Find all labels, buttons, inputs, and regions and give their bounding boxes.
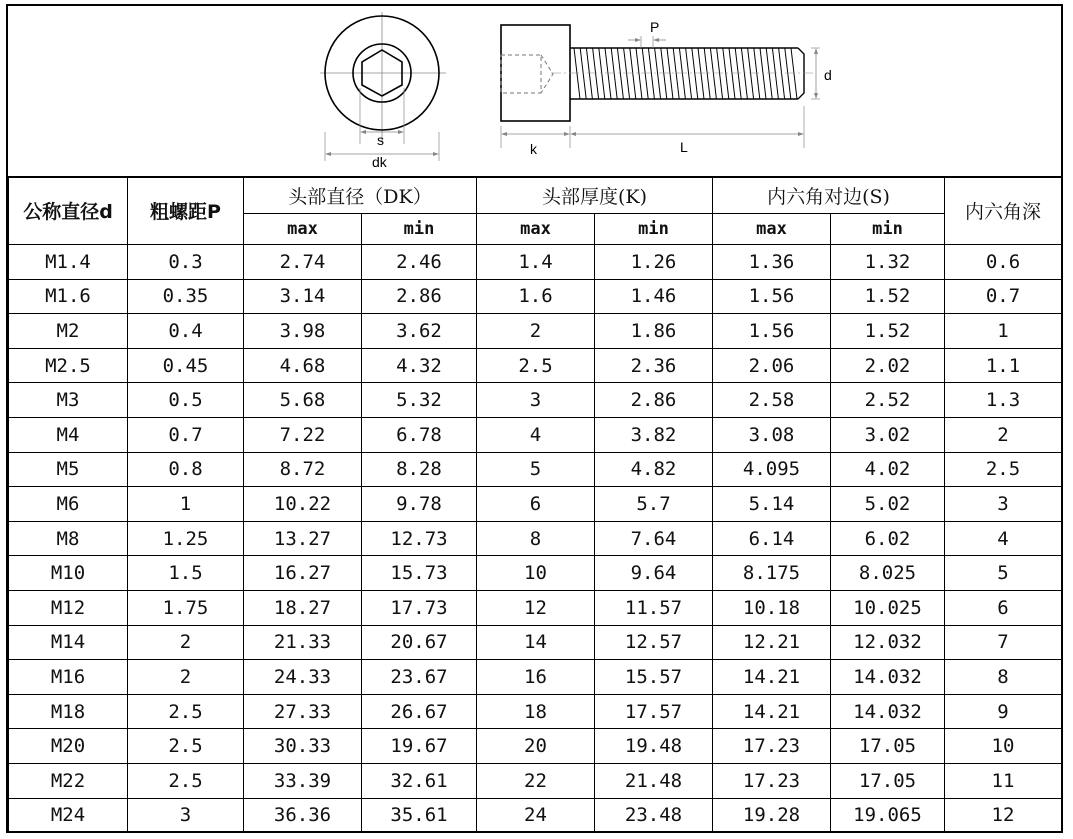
table-cell: 12.57: [595, 625, 713, 660]
table-cell: 1.6: [477, 279, 595, 314]
table-cell: 17.23: [713, 763, 831, 798]
table-cell: 9.64: [595, 556, 713, 591]
table-cell: 3.08: [713, 417, 831, 452]
bolt-side-view: [501, 25, 820, 148]
table-cell: 32.61: [362, 763, 477, 798]
table-cell: 27.33: [244, 694, 362, 729]
table-cell: 3.02: [831, 417, 945, 452]
table-cell: M18: [9, 694, 128, 729]
table-row: [9, 660, 1062, 695]
table-row: [9, 487, 1062, 522]
table-cell: 1.5: [128, 556, 244, 591]
table-cell: M8: [9, 521, 128, 556]
table-cell: 2.36: [595, 348, 713, 383]
table-cell: 1.46: [595, 279, 713, 314]
table-cell: 10.18: [713, 590, 831, 625]
table-cell: 3.14: [244, 279, 362, 314]
table-cell: 17.57: [595, 694, 713, 729]
table-cell: 0.45: [128, 348, 244, 383]
table-cell: 8.72: [244, 452, 362, 487]
table-cell: 2: [945, 417, 1062, 452]
table-cell: 14.032: [831, 660, 945, 695]
table-cell: 0.4: [128, 314, 244, 349]
table-cell: 8.025: [831, 556, 945, 591]
dim-k-label: k: [530, 141, 537, 157]
table-cell: 1.36: [713, 245, 831, 280]
table-cell: 18.27: [244, 590, 362, 625]
table-cell: 1.25: [128, 521, 244, 556]
table-cell: 17.05: [831, 729, 945, 764]
table-cell: 2.5: [128, 763, 244, 798]
table-cell: 18: [477, 694, 595, 729]
table-cell: 36.36: [244, 798, 362, 833]
table-row: [9, 452, 1062, 487]
table-cell: 17.23: [713, 729, 831, 764]
table-row: [9, 556, 1062, 591]
table-row: [9, 245, 1062, 280]
table-cell: 1.86: [595, 314, 713, 349]
table-cell: 19.48: [595, 729, 713, 764]
dim-d-label: d: [824, 67, 832, 83]
table-cell: M20: [9, 729, 128, 764]
table-cell: 23.48: [595, 798, 713, 833]
table-cell: M2: [9, 314, 128, 349]
subheader-max: max: [244, 214, 362, 245]
table-row: [9, 798, 1062, 833]
table-cell: 4: [477, 417, 595, 452]
table-cell: 10: [945, 729, 1062, 764]
table-cell: 17.73: [362, 590, 477, 625]
table-cell: 6: [945, 590, 1062, 625]
table-cell: 14.032: [831, 694, 945, 729]
table-cell: 26.67: [362, 694, 477, 729]
header-head-thickness: 头部厚度(K): [477, 177, 713, 214]
spec-sheet: [6, 4, 1063, 833]
table-cell: 1.3: [945, 383, 1062, 418]
table-cell: 17.05: [831, 763, 945, 798]
header-hex-depth: 内六角深: [945, 177, 1062, 245]
table-row: [9, 417, 1062, 452]
table-cell: 0.3: [128, 245, 244, 280]
table-cell: 8.28: [362, 452, 477, 487]
subheader-min: min: [831, 214, 945, 245]
table-cell: 2.5: [128, 694, 244, 729]
table-cell: 2.58: [713, 383, 831, 418]
table-cell: 10.22: [244, 487, 362, 522]
table-cell: M16: [9, 660, 128, 695]
table-cell: M2.5: [9, 348, 128, 383]
table-cell: 7.64: [595, 521, 713, 556]
table-cell: 12: [945, 798, 1062, 833]
table-cell: 12.032: [831, 625, 945, 660]
table-cell: 5: [945, 556, 1062, 591]
table-cell: 3: [945, 487, 1062, 522]
table-cell: 19.67: [362, 729, 477, 764]
table-row: [9, 314, 1062, 349]
table-cell: 21.48: [595, 763, 713, 798]
table-cell: 14.21: [713, 694, 831, 729]
table-cell: M24: [9, 798, 128, 833]
dim-p-label: P: [650, 19, 660, 35]
table-cell: 3.82: [595, 417, 713, 452]
table-cell: 1.56: [713, 279, 831, 314]
table-cell: 23.67: [362, 660, 477, 695]
table-cell: 30.33: [244, 729, 362, 764]
table-cell: 3: [477, 383, 595, 418]
header-nominal-diameter: 公称直径d: [9, 177, 128, 245]
table-cell: 11.57: [595, 590, 713, 625]
header-coarse-pitch: 粗螺距P: [128, 177, 244, 245]
table-cell: 6.78: [362, 417, 477, 452]
table-cell: 4.32: [362, 348, 477, 383]
subheader-max: max: [477, 214, 595, 245]
table-cell: 19.065: [831, 798, 945, 833]
table-cell: 2.06: [713, 348, 831, 383]
table-cell: 5.14: [713, 487, 831, 522]
table-cell: 20: [477, 729, 595, 764]
table-cell: 6.14: [713, 521, 831, 556]
table-cell: 1: [128, 487, 244, 522]
table-cell: 0.7: [945, 279, 1062, 314]
table-cell: 5.02: [831, 487, 945, 522]
table-cell: 12.73: [362, 521, 477, 556]
table-cell: 1.52: [831, 314, 945, 349]
table-cell: 14.21: [713, 660, 831, 695]
table-cell: 0.5: [128, 383, 244, 418]
table-cell: 8: [477, 521, 595, 556]
table-cell: 2.5: [945, 452, 1062, 487]
table-cell: 15.73: [362, 556, 477, 591]
table-cell: 0.7: [128, 417, 244, 452]
table-cell: 8.175: [713, 556, 831, 591]
table-cell: M4: [9, 417, 128, 452]
table-cell: 5.32: [362, 383, 477, 418]
table-cell: 3: [128, 798, 244, 833]
table-cell: 0.8: [128, 452, 244, 487]
dim-l-label: L: [680, 139, 688, 155]
table-cell: 0.6: [945, 245, 1062, 280]
dim-dk-label: dk: [372, 154, 387, 170]
table-cell: 1.26: [595, 245, 713, 280]
table-cell: 2.46: [362, 245, 477, 280]
table-cell: 5.68: [244, 383, 362, 418]
table-row: [9, 590, 1062, 625]
table-cell: M5: [9, 452, 128, 487]
table-cell: 2: [128, 660, 244, 695]
table-cell: 24.33: [244, 660, 362, 695]
table-cell: 19.28: [713, 798, 831, 833]
table-cell: 8: [945, 660, 1062, 695]
table-cell: M22: [9, 763, 128, 798]
table-cell: 12: [477, 590, 595, 625]
table-cell: 2.86: [362, 279, 477, 314]
header-head-diameter: 头部直径（DK）: [244, 177, 477, 214]
header-hex-across-flats: 内六角对边(S): [713, 177, 945, 214]
table-cell: 7.22: [244, 417, 362, 452]
table-cell: M14: [9, 625, 128, 660]
subheader-max: max: [713, 214, 831, 245]
table-cell: 13.27: [244, 521, 362, 556]
table-cell: 16.27: [244, 556, 362, 591]
table-cell: M10: [9, 556, 128, 591]
table-cell: 9.78: [362, 487, 477, 522]
table-cell: 33.39: [244, 763, 362, 798]
table-row: [9, 279, 1062, 314]
table-cell: 12.21: [713, 625, 831, 660]
table-cell: 16: [477, 660, 595, 695]
table-cell: 10: [477, 556, 595, 591]
table-row: [9, 348, 1062, 383]
table-cell: 2: [128, 625, 244, 660]
table-cell: 14: [477, 625, 595, 660]
table-cell: M1.6: [9, 279, 128, 314]
table-cell: 3.98: [244, 314, 362, 349]
table-cell: 1.75: [128, 590, 244, 625]
table-cell: 21.33: [244, 625, 362, 660]
table-cell: 15.57: [595, 660, 713, 695]
table-cell: 1: [945, 314, 1062, 349]
table-cell: 4.095: [713, 452, 831, 487]
table-cell: 1.56: [713, 314, 831, 349]
table-row: [9, 625, 1062, 660]
table-cell: M12: [9, 590, 128, 625]
table-row: [9, 383, 1062, 418]
table-cell: 1.52: [831, 279, 945, 314]
table-cell: M3: [9, 383, 128, 418]
table-cell: 2.02: [831, 348, 945, 383]
table-cell: 6.02: [831, 521, 945, 556]
table-cell: 11: [945, 763, 1062, 798]
table-cell: M6: [9, 487, 128, 522]
table-cell: 4.68: [244, 348, 362, 383]
table-row: [9, 694, 1062, 729]
table-cell: 22: [477, 763, 595, 798]
table-body: [9, 245, 1062, 833]
table-cell: 3.62: [362, 314, 477, 349]
table-cell: 4.82: [595, 452, 713, 487]
bolt-diagram: [8, 6, 1061, 176]
table-cell: 1.1: [945, 348, 1062, 383]
table-cell: 1.4: [477, 245, 595, 280]
table-cell: 10.025: [831, 590, 945, 625]
table-cell: M1.4: [9, 245, 128, 280]
table-header-row: [9, 177, 1062, 214]
table-cell: 20.67: [362, 625, 477, 660]
table-cell: 35.61: [362, 798, 477, 833]
table-cell: 9: [945, 694, 1062, 729]
table-cell: 2.86: [595, 383, 713, 418]
table-cell: 4: [945, 521, 1062, 556]
subheader-min: min: [362, 214, 477, 245]
table-row: [9, 763, 1062, 798]
subheader-min: min: [595, 214, 713, 245]
table-cell: 2.5: [477, 348, 595, 383]
table-cell: 2.52: [831, 383, 945, 418]
table-cell: 5.7: [595, 487, 713, 522]
table-cell: 0.35: [128, 279, 244, 314]
table-cell: 24: [477, 798, 595, 833]
table-cell: 2: [477, 314, 595, 349]
table-cell: 7: [945, 625, 1062, 660]
bolt-drawing: [8, 6, 1061, 178]
table-cell: 6: [477, 487, 595, 522]
table-cell: 2.74: [244, 245, 362, 280]
table-cell: 1.32: [831, 245, 945, 280]
dim-s-label: s: [377, 132, 384, 148]
table-row: [9, 729, 1062, 764]
table-row: [9, 521, 1062, 556]
spec-table: [8, 176, 1062, 833]
table-cell: 2.5: [128, 729, 244, 764]
table-cell: 5: [477, 452, 595, 487]
table-cell: 4.02: [831, 452, 945, 487]
